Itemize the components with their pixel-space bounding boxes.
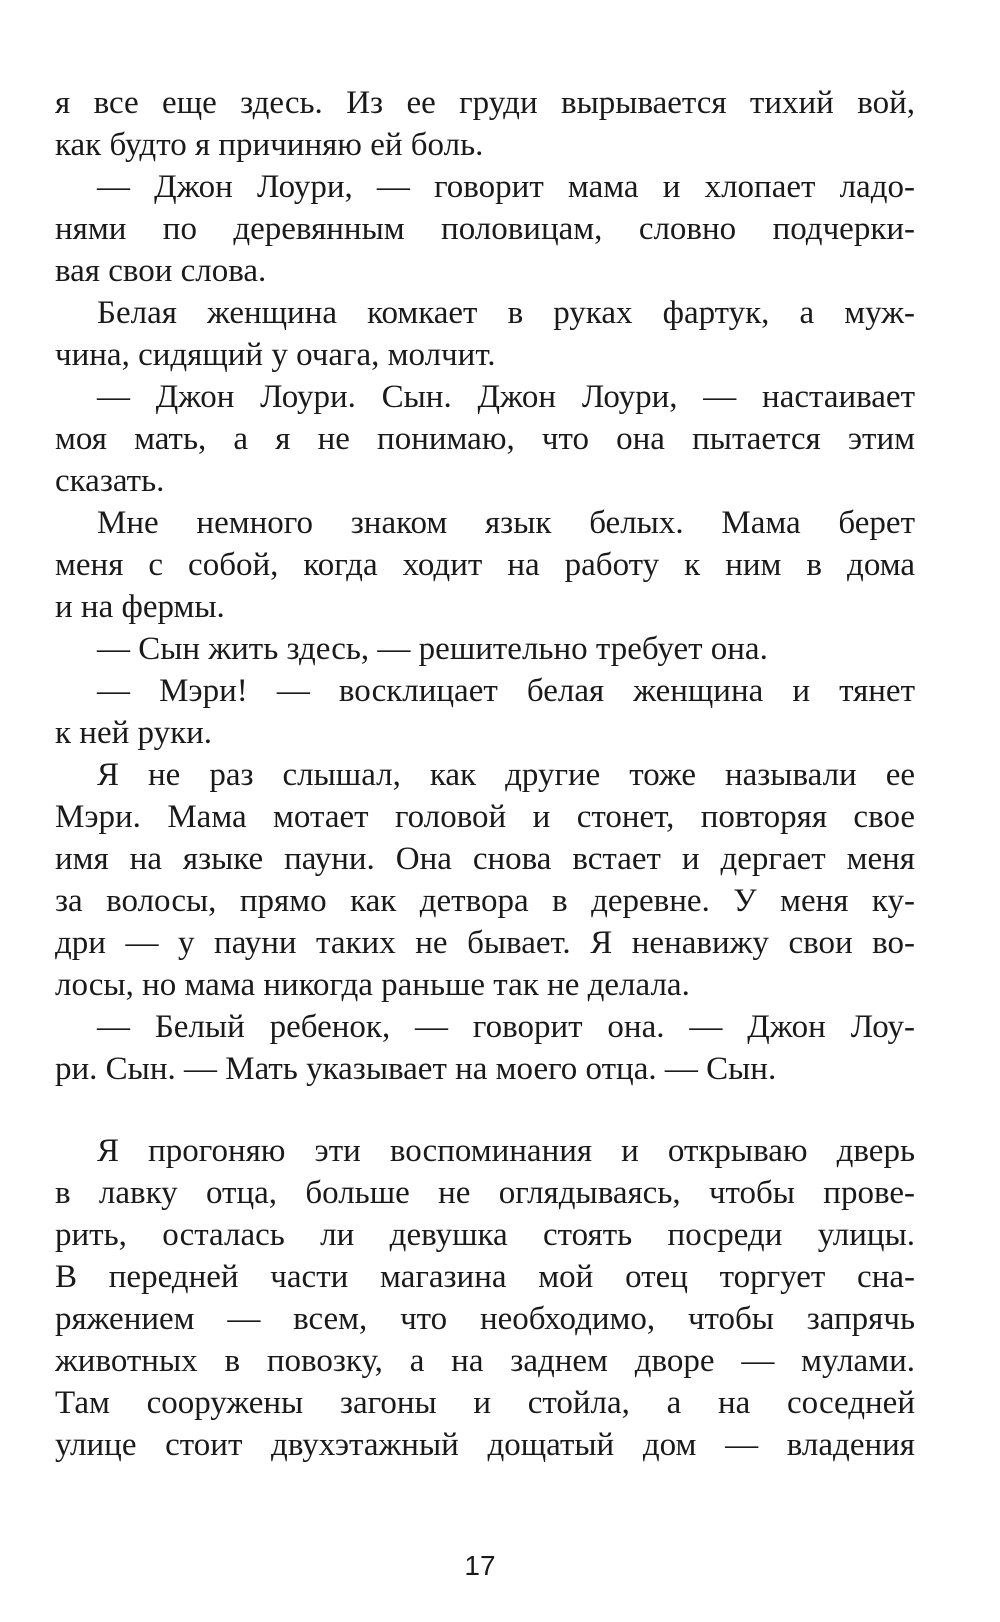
- text-line: имя на языке пауни. Она снова встает и дергает меня: [55, 841, 915, 877]
- text-line: ри. Сын. — Мать указывает на моего отца. — Сын.: [55, 1051, 777, 1087]
- section-break: [55, 1090, 915, 1130]
- text-line: Мэри. Мама мотает головой и стонет, повторяя свое: [55, 799, 915, 835]
- text-line: животных в повозку, а на заднем дворе — мулами.: [55, 1343, 915, 1379]
- text-line: лосы, но мама никогда раньше так не делала.: [55, 967, 690, 1003]
- text-line: рить, осталась ли девушка стоять посреди улицы.: [55, 1217, 915, 1253]
- text-line: моя мать, а я не понимаю, что она пытается этим: [55, 421, 915, 457]
- text-line: за волосы, прямо как детвора в деревне. У меня ку-: [55, 883, 915, 919]
- text-line: — Мэри! — восклицает белая женщина и тянет: [97, 673, 915, 709]
- text-line: чина, сидящий у очага, молчит.: [55, 337, 496, 373]
- text-line: ряжением — всем, что необходимо, чтобы запрячь: [55, 1301, 915, 1337]
- text-line: к ней руки.: [55, 715, 213, 751]
- text-line: В передней части магазина мой отец торгует сна-: [55, 1259, 915, 1295]
- text-line: сказать.: [55, 463, 165, 499]
- text-line: — Джон Лоури, — говорит мама и хлопает ладо-: [97, 169, 915, 205]
- text-line: Там сооружены загоны и стойла, а на соседней: [55, 1385, 915, 1421]
- text-line: Мне немного знаком язык белых. Мама берет: [97, 505, 915, 541]
- body-text: [55, 82, 915, 1466]
- text-line: в лавку отца, больше не оглядываясь, чтобы прове-: [55, 1175, 915, 1211]
- text-line: Белая женщина комкает в руках фартук, а муж-: [97, 295, 915, 331]
- text-line: нями по деревянным половицам, словно подчерки-: [55, 211, 915, 247]
- text-line: я все еще здесь. Из ее груди вырывается тихий вой,: [55, 85, 915, 121]
- text-line: дри — у пауни таких не бывает. Я ненавижу свои во-: [55, 925, 915, 961]
- text-line: Я не раз слышал, как другие тоже называли ее: [97, 757, 915, 793]
- text-line: вая свои слова.: [55, 253, 267, 289]
- text-line: как будто я причиняю ей боль.: [55, 127, 484, 163]
- text-line: улице стоит двухэтажный дощатый дом — владения: [55, 1427, 915, 1463]
- text-line: меня с собой, когда ходит на работу к ним в дома: [55, 547, 915, 583]
- text-line: — Джон Лоури. Сын. Джон Лоури, — настаивает: [97, 379, 915, 415]
- text-line: — Сын жить здесь, — решительно требует она.: [97, 631, 768, 667]
- page-number: 17: [464, 1550, 496, 1581]
- text-line: — Белый ребенок, — говорит она. — Джон Лоу-: [97, 1009, 915, 1045]
- text-line: и на фермы.: [55, 589, 225, 625]
- text-line: Я прогоняю эти воспоминания и открываю дверь: [97, 1133, 915, 1169]
